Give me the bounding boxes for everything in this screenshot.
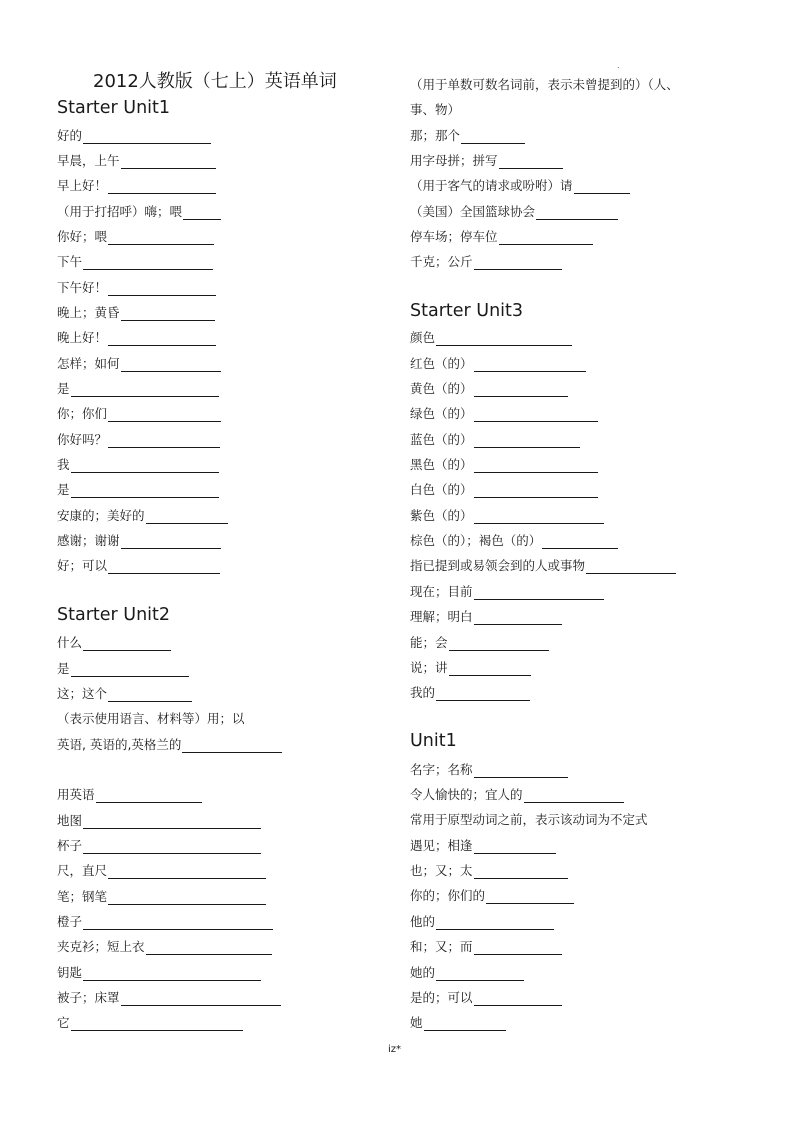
answer-blank[interactable] — [71, 485, 219, 498]
vocab-row — [57, 863, 266, 879]
answer-blank[interactable] — [108, 866, 266, 879]
vocab-row — [410, 685, 530, 701]
vocab-prompt: 和；又；而 — [410, 939, 473, 954]
vocab-row — [410, 381, 568, 397]
vocab-row — [57, 153, 216, 169]
vocab-prompt: 颜色 — [410, 330, 436, 345]
answer-blank[interactable] — [121, 308, 215, 321]
answer-blank[interactable] — [461, 131, 525, 144]
vocab-prompt: 杯子 — [57, 838, 83, 853]
vocab-row — [410, 153, 563, 169]
answer-blank[interactable] — [474, 765, 568, 778]
answer-blank[interactable] — [108, 333, 216, 346]
section-title-starter-unit2: Starter Unit2 — [57, 605, 171, 625]
vocab-row — [57, 457, 219, 473]
answer-blank[interactable] — [499, 232, 593, 245]
answer-blank[interactable] — [83, 917, 273, 930]
vocab-row — [57, 254, 213, 270]
vocab-row — [410, 508, 604, 524]
vocab-row — [410, 939, 562, 955]
section-title-starter-unit1: Starter Unit1 — [57, 98, 171, 118]
answer-blank[interactable] — [108, 283, 216, 296]
vocab-prompt: 早上好！ — [57, 178, 108, 193]
vocab-prompt: 蓝色（的） — [410, 432, 473, 447]
vocab-row — [57, 939, 272, 955]
answer-blank[interactable] — [449, 638, 549, 651]
vocab-row — [410, 635, 549, 651]
vocab-prompt: 地图 — [57, 813, 83, 828]
vocab-row — [410, 457, 598, 473]
vocab-prompt: 英语, 英语的,英格兰的 — [57, 737, 182, 752]
vocab-prompt: 理解；明白 — [410, 609, 473, 624]
vocab-row — [410, 128, 525, 144]
vocab-row — [410, 533, 618, 549]
vocab-prompt: 是 — [57, 482, 70, 497]
vocab-row — [410, 178, 630, 194]
vocab-prompt: 好的 — [57, 128, 83, 143]
vocab-row — [410, 838, 556, 854]
answer-blank[interactable] — [108, 689, 192, 702]
vocab-prompt: 她 — [410, 1015, 423, 1030]
answer-blank[interactable] — [121, 156, 216, 169]
answer-blank[interactable] — [574, 181, 630, 194]
vocab-row — [57, 229, 214, 245]
vocab-row — [57, 508, 228, 524]
vocab-prompt: 是 — [57, 661, 70, 676]
vocab-prompt: 晚上；黄昏 — [57, 305, 120, 320]
vocab-prompt: 下午 — [57, 254, 83, 269]
answer-blank[interactable] — [83, 638, 171, 651]
vocab-prompt: 被子；床罩 — [57, 990, 120, 1005]
vocab-prompt: （用于打招呼）嗨；喂 — [57, 204, 183, 219]
vocab-prompt: 笔；钢笔 — [57, 889, 108, 904]
answer-blank[interactable] — [83, 968, 261, 981]
vocab-prompt: 紫色（的） — [410, 508, 473, 523]
answer-blank[interactable] — [536, 207, 618, 220]
vocab-prompt: 钥匙 — [57, 965, 83, 980]
vocab-row — [57, 813, 261, 829]
vocab-row — [57, 381, 219, 397]
answer-blank[interactable] — [474, 866, 568, 879]
vocab-prompt: 你的；你们的 — [410, 888, 486, 903]
vocab-prompt: 用字母拼；拼写 — [410, 153, 498, 168]
vocab-row — [57, 737, 282, 753]
vocab-prompt: 你好吗？ — [57, 432, 108, 447]
vocab-row — [410, 204, 618, 220]
vocab-prompt: 怎样；如何 — [57, 356, 120, 371]
answer-blank[interactable] — [71, 1018, 243, 1031]
vocab-prompt: 什么 — [57, 635, 83, 650]
vocab-row — [410, 609, 562, 625]
vocab-row — [410, 330, 572, 346]
answer-blank[interactable] — [436, 688, 530, 701]
vocab-note: （表示使用语言、材料等）用；以 — [57, 711, 245, 726]
vocab-prompt: 她的 — [410, 965, 436, 980]
answer-blank[interactable] — [424, 1018, 506, 1031]
answer-blank[interactable] — [474, 841, 556, 854]
vocab-prompt: 停车场；停车位 — [410, 229, 498, 244]
answer-blank[interactable] — [474, 384, 568, 397]
answer-blank[interactable] — [83, 257, 213, 270]
vocab-row — [410, 584, 604, 600]
vocab-prompt: 名字；名称 — [410, 762, 473, 777]
corner-dot: . — [617, 61, 620, 70]
answer-blank[interactable] — [449, 663, 531, 676]
vocab-row — [57, 787, 202, 803]
vocab-row — [57, 128, 211, 144]
answer-blank[interactable] — [121, 993, 281, 1006]
vocab-prompt: 你；你们 — [57, 406, 108, 421]
vocab-prompt: 千克；公斤 — [410, 254, 473, 269]
answer-blank[interactable] — [524, 790, 624, 803]
vocab-prompt: 黑色（的） — [410, 457, 473, 472]
vocab-row — [57, 914, 273, 930]
vocab-prompt: 他的 — [410, 914, 436, 929]
vocab-row — [57, 330, 216, 346]
answer-blank[interactable] — [182, 740, 282, 753]
vocab-prompt: 安康的；美好的 — [57, 508, 145, 523]
answer-blank[interactable] — [436, 333, 572, 346]
vocab-prompt: 棕色（的）；褐色（的） — [410, 533, 542, 548]
vocab-row — [410, 356, 586, 372]
vocab-prompt: 白色（的） — [410, 482, 473, 497]
answer-blank[interactable] — [121, 359, 221, 372]
vocab-row — [410, 914, 554, 930]
vocab-prompt: 令人愉快的；宜人的 — [410, 787, 523, 802]
answer-blank[interactable] — [474, 460, 598, 473]
vocab-row — [410, 1015, 506, 1031]
answer-blank[interactable] — [474, 993, 562, 1006]
vocab-row — [410, 965, 524, 981]
vocab-row — [57, 889, 266, 905]
answer-blank[interactable] — [83, 131, 211, 144]
vocab-prompt: 是的；可以 — [410, 990, 473, 1005]
vocab-row — [57, 432, 220, 448]
answer-blank[interactable] — [108, 435, 220, 448]
vocab-prompt: （美国）全国篮球协会 — [410, 204, 536, 219]
answer-blank[interactable] — [542, 536, 618, 549]
vocab-prompt: 你好；喂 — [57, 229, 108, 244]
answer-blank[interactable] — [474, 511, 604, 524]
answer-blank[interactable] — [183, 207, 221, 220]
vocab-row — [410, 863, 568, 879]
vocab-prompt: 用英语 — [57, 787, 95, 802]
vocab-prompt: 晚上好！ — [57, 330, 108, 345]
vocab-prompt: 夹克衫；短上衣 — [57, 939, 145, 954]
document-title: 2012人教版（七上）英语单词 — [93, 71, 337, 92]
vocab-row — [410, 990, 562, 1006]
answer-blank[interactable] — [83, 816, 261, 829]
vocab-prompt: （用于客气的请求或吩咐）请 — [410, 178, 573, 193]
vocab-prompt: 下午好！ — [57, 280, 108, 295]
answer-blank[interactable] — [83, 841, 261, 854]
answer-blank[interactable] — [474, 359, 586, 372]
vocab-row — [410, 888, 574, 904]
answer-blank[interactable] — [121, 536, 221, 549]
vocab-row — [57, 990, 281, 1006]
answer-blank[interactable] — [436, 968, 524, 981]
vocab-row — [57, 686, 192, 702]
vocab-prompt: 能；会 — [410, 635, 448, 650]
vocab-row — [410, 762, 568, 778]
vocab-row — [410, 558, 676, 574]
vocab-row — [57, 965, 261, 981]
vocab-row — [57, 280, 216, 296]
vocab-row — [57, 558, 220, 574]
page-number-mark: iz* — [388, 1044, 402, 1055]
vocab-prompt: 它 — [57, 1015, 70, 1030]
vocab-prompt: 红色（的） — [410, 356, 473, 371]
vocab-row — [410, 787, 624, 803]
vocab-prompt: 现在；目前 — [410, 584, 473, 599]
vocab-prompt: 遇见；相逢 — [410, 838, 473, 853]
vocab-note: 常用于原型动词之前，表示该动词为不定式 — [410, 812, 648, 827]
vocab-row — [57, 1015, 243, 1031]
vocab-row — [57, 356, 221, 372]
vocab-prompt: 那；那个 — [410, 128, 461, 143]
answer-blank[interactable] — [486, 891, 574, 904]
answer-blank[interactable] — [474, 409, 598, 422]
vocab-row — [410, 229, 593, 245]
vocab-row — [57, 838, 261, 854]
answer-blank[interactable] — [108, 232, 214, 245]
answer-blank[interactable] — [474, 612, 562, 625]
vocab-row — [410, 482, 598, 498]
vocab-note: 事、物） — [410, 102, 461, 117]
answer-blank[interactable] — [146, 942, 272, 955]
answer-blank[interactable] — [474, 942, 562, 955]
answer-blank[interactable] — [474, 587, 604, 600]
answer-blank[interactable] — [108, 892, 266, 905]
vocab-prompt: 也；又；太 — [410, 863, 473, 878]
answer-blank[interactable] — [586, 561, 676, 574]
vocab-prompt: 我 — [57, 457, 70, 472]
answer-blank[interactable] — [96, 790, 202, 803]
vocab-prompt: 早晨，上午 — [57, 153, 120, 168]
vocab-note: （用于单数可数名词前，表示未曾提到的）（人、 — [410, 77, 679, 92]
vocab-prompt: 黄色（的） — [410, 381, 473, 396]
vocab-prompt: 好；可以 — [57, 558, 108, 573]
vocab-row — [57, 204, 221, 220]
answer-blank[interactable] — [474, 485, 598, 498]
answer-blank[interactable] — [474, 257, 562, 270]
vocab-row — [410, 406, 598, 422]
vocab-row — [57, 406, 221, 422]
vocab-row — [410, 432, 580, 448]
vocab-row — [57, 178, 216, 194]
vocab-row — [57, 661, 189, 677]
answer-blank[interactable] — [499, 156, 563, 169]
vocab-prompt: 是 — [57, 381, 70, 396]
answer-blank[interactable] — [71, 460, 219, 473]
vocab-prompt: 指已提到或易领会到的人或事物 — [410, 558, 586, 573]
vocab-row — [57, 482, 219, 498]
answer-blank[interactable] — [474, 435, 580, 448]
vocab-row — [410, 660, 531, 676]
answer-blank[interactable] — [71, 664, 189, 677]
section-title-unit1: Unit1 — [410, 731, 457, 751]
answer-blank[interactable] — [108, 561, 220, 574]
vocab-prompt: 说；讲 — [410, 660, 448, 675]
answer-blank[interactable] — [108, 409, 221, 422]
vocab-prompt: 感谢；谢谢 — [57, 533, 120, 548]
vocab-prompt: 这；这个 — [57, 686, 108, 701]
vocab-row — [57, 635, 171, 651]
vocab-row — [410, 254, 562, 270]
vocab-prompt: 我的 — [410, 685, 436, 700]
vocab-row — [57, 305, 215, 321]
answer-blank[interactable] — [146, 511, 228, 524]
section-title-starter-unit3: Starter Unit3 — [410, 301, 524, 321]
vocab-prompt: 尺，直尺 — [57, 863, 108, 878]
answer-blank[interactable] — [108, 181, 216, 194]
answer-blank[interactable] — [71, 384, 219, 397]
answer-blank[interactable] — [436, 917, 554, 930]
vocab-prompt: 橙子 — [57, 914, 83, 929]
vocab-prompt: 绿色（的） — [410, 406, 473, 421]
vocab-row — [57, 533, 221, 549]
